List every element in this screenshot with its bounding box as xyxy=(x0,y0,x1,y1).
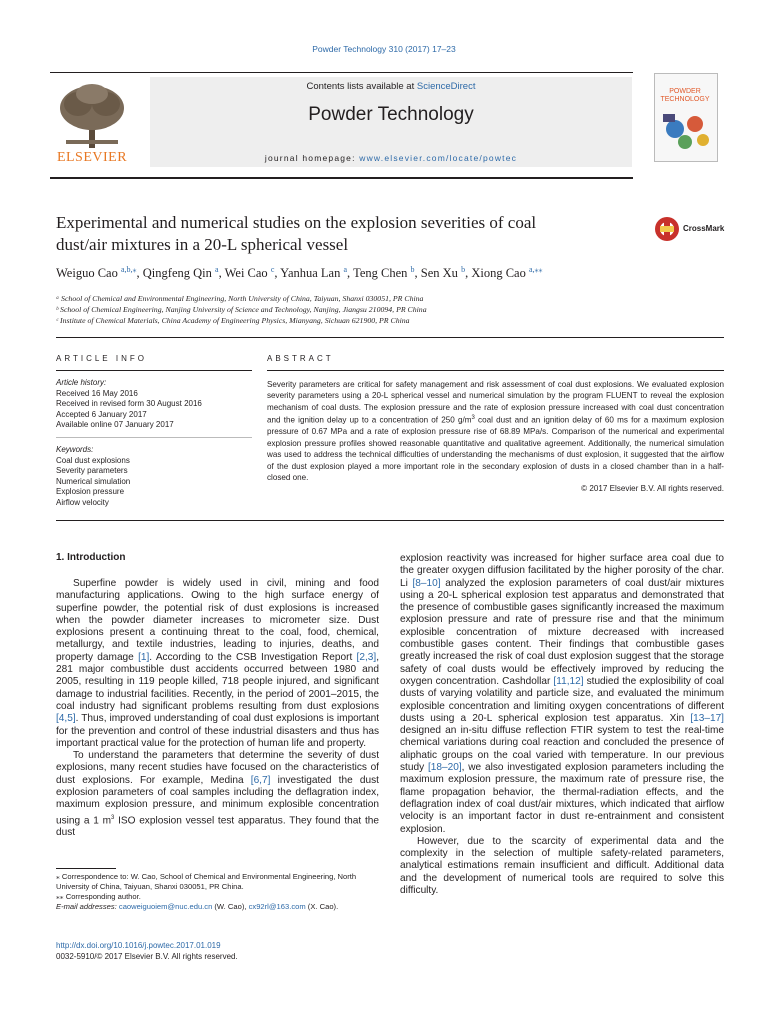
citation-link[interactable]: [13–17] xyxy=(690,712,724,724)
author-affil-sup[interactable]: a xyxy=(343,265,348,274)
citation-link[interactable]: [18–20] xyxy=(427,762,462,774)
author-sep: , xyxy=(218,266,225,281)
article-info-heading: ARTICLE INFO xyxy=(56,354,147,363)
author[interactable] xyxy=(421,266,465,280)
footnote-rule xyxy=(56,868,116,869)
footnotes xyxy=(56,872,386,912)
journal-title: Powder Technology xyxy=(308,104,474,125)
keywords xyxy=(56,445,252,508)
superscript: 3 xyxy=(110,814,115,821)
journal-homepage xyxy=(150,153,632,163)
text-run: ISO explosion vessel test apparatus. They found that the dust xyxy=(56,815,379,839)
author-name: Yanhua Lan xyxy=(280,266,344,281)
contents-line xyxy=(150,81,632,92)
text-run: designed an in-situ diffuse reflection FTIR system to test the real-time chemical variations during coal reaction and concluded the presence of aliphatic groups on the coal varied with temperature. In our previous study xyxy=(400,725,724,774)
email-owner: (W. Cao), xyxy=(212,902,249,911)
sciencedirect-link[interactable]: ScienceDirect xyxy=(416,81,476,92)
author-sep: , xyxy=(465,266,472,281)
keywords-label: Keywords: xyxy=(56,445,94,454)
author-affil-sup[interactable]: a xyxy=(215,265,219,274)
abstract-sup: 3 xyxy=(471,415,475,422)
text-run: Superfine powder is widely used in civil, mining and food manufacturing applications. Owing to the high surface energy of superfine powder, the potential risk of dust explosions is increased when the powder diameter increases to micrometer size. Dust explosions present a continuing threat to the coal, food, chemical, metallurgy, and textile industries, leading to injuries, deaths, and property damage xyxy=(56,578,379,663)
intro-heading: 1. Introduction xyxy=(56,552,126,563)
citation-link[interactable]: [4,5] xyxy=(56,713,76,725)
abstract-text-b: coal dust and an ignition delay of 60 ms for a maximum explosion pressure of 0.67 MPa and a rate of explosion pressure rise of 68.89 MPa/s. Comparison of the numerical and experimental explosion pressure profiles showed reasonable quantitative and qualitative agreement. Additionally, the numerical simulation was used to address the technical difficulties of understanding the mechanisms of dust explosion, it suggested that the airflow of the dust explosion played a more important role in the secondary explosion of dusts in a closed chamber than in a half-closed one. xyxy=(267,415,724,482)
author-affil-sup[interactable]: c xyxy=(270,265,275,274)
keyword: Airflow velocity xyxy=(56,497,109,507)
cover-title-line1: POWDER xyxy=(669,88,701,95)
author-affil-sup[interactable]: b xyxy=(410,265,415,274)
affiliation-c: ᶜ Institute of Chemical Materials, China Academy of Engineering Physics, Mianyang, Sichuan 621900, PR China xyxy=(56,316,410,325)
keyword: Severity parameters xyxy=(56,466,128,475)
author-sep: , xyxy=(136,266,143,281)
email-owner: (X. Cao). xyxy=(305,902,339,911)
footnote-emails xyxy=(56,902,386,912)
text-run: investigated the dust explosion parameters of coal samples including the deflagration index, maximum explosion pressure, and minimum explosible concentration using a 1 m xyxy=(56,774,379,826)
header-top-rule xyxy=(50,72,633,73)
text-run: , 281 major combustible dust accidents occurred between 1980 and 2005, resulting in 119 people killed, 718 people injured, and significant damage to industrial facilities. Recently, in the period of 2001–2015, the coal industry had significant problems resulting from dust explosions xyxy=(56,651,379,712)
header-bottom-rule xyxy=(50,177,633,179)
footnote-correspondence: ⁎ Correspondence to: W. Cao, School of Chemical and Environmental Engineering, North University of China, Taiyuan, Shanxi 030051, PR China. xyxy=(56,872,357,891)
author-affil-sup[interactable]: b xyxy=(461,265,466,274)
affiliation-b: ᵇ School of Chemical Engineering, Nanjing University of Science and Technology, Nanjing, Jiangsu 210094, PR China xyxy=(56,305,427,314)
citation-link[interactable]: [2,3] xyxy=(356,651,377,663)
keyword: Explosion pressure xyxy=(56,487,125,496)
author[interactable] xyxy=(143,266,219,280)
text-run: , we also investigated explosion parameters including the maximum explosion pressure, the maximum rate of pressure rise, the flame propagation behavior, the thermal-radiation effects, and the deflagration index of coal dust/air mixtures, which indicated that airflow velocity is an important factor in dust re-entrainment and consistent explosion. xyxy=(400,762,725,835)
abstract-copyright: © 2017 Elsevier B.V. All rights reserved. xyxy=(581,484,724,494)
author[interactable] xyxy=(280,266,347,280)
author[interactable] xyxy=(225,266,275,280)
keywords-rule xyxy=(56,437,252,438)
title-line-1: Experimental and numerical studies on the explosion severities of coal xyxy=(56,213,537,232)
author-name: Wei Cao xyxy=(224,266,271,281)
author-name: Teng Chen xyxy=(353,266,411,281)
homepage-prefix: journal homepage: xyxy=(264,153,360,163)
history-label: Article history: xyxy=(56,378,107,387)
email-label: E-mail addresses: xyxy=(56,902,119,911)
abstract-body xyxy=(267,379,724,495)
text-run: studied the explosibility of coal dusts of varying volatility and particle size, and evaluated the minimum explosible concentration and limiting oxygen concentrations of different dusts using a 20-L spherical explosion test apparatus. Xin xyxy=(400,675,724,724)
intro-paragraph-3 xyxy=(400,553,724,836)
crossmark-icon[interactable] xyxy=(654,216,680,242)
author-sep: , xyxy=(414,266,421,281)
intro-paragraph-1 xyxy=(56,578,379,750)
text-run: . Thus, improved understanding of coal dust explosions is important for the prevention and control of these industrial disasters and thus has important practical value for the protection of human life and property. xyxy=(56,713,379,749)
cover-title xyxy=(654,88,716,104)
keyword: Numerical simulation xyxy=(56,476,131,486)
doi-link[interactable]: http://dx.doi.org/10.1016/j.powtec.2017.01.019 xyxy=(56,941,221,950)
article-info-rule xyxy=(56,370,252,371)
paper-title xyxy=(56,212,626,256)
cover-title-line2: TECHNOLOGY xyxy=(660,96,710,103)
author[interactable] xyxy=(353,266,414,280)
author[interactable] xyxy=(56,266,137,280)
author-name: Xiong Cao xyxy=(471,266,529,281)
title-line-2: dust/air mixtures in a 20-L spherical vessel xyxy=(56,235,349,254)
author-affil-sup[interactable]: a,b,⁎ xyxy=(120,265,137,274)
author-list xyxy=(56,265,696,281)
contents-prefix: Contents lists available at xyxy=(306,81,417,92)
affiliation-a: ᵃ School of Chemical and Environmental Engineering, North University of China, Taiyuan, Shanxi 030051, PR China xyxy=(56,294,424,303)
author-name: Sen Xu xyxy=(420,266,462,281)
history-accepted: Accepted 6 January 2017 xyxy=(56,409,147,419)
citation-link[interactable]: [8–10] xyxy=(412,577,441,589)
keyword: Coal dust explosions xyxy=(56,455,130,465)
citation-link[interactable]: [6,7] xyxy=(250,774,271,786)
author-sep: , xyxy=(274,266,281,281)
history-received: Received 16 May 2016 xyxy=(56,388,138,398)
author-name: Weiguo Cao xyxy=(56,266,121,281)
issn-line: 0032-5910/© 2017 Elsevier B.V. All rights reserved. xyxy=(56,952,238,961)
crossmark-label[interactable]: CrossMark xyxy=(683,224,725,233)
left-column xyxy=(56,578,379,840)
author[interactable] xyxy=(471,266,542,280)
text-run: explosion reactivity was increased for higher surface area coal due to the greater oxygen diffusion facilitated by the higher porosity of the char. Li xyxy=(400,553,724,589)
affiliation-rule xyxy=(56,337,724,338)
text-run: To understand the parameters that determine the severity of dust explosions, many recent studies have focused on the characteristics of dust explosions. For example, Medina xyxy=(56,750,379,786)
history-revised: Received in revised form 30 August 2016 xyxy=(56,399,202,408)
intro-paragraph-4: However, due to the scarcity of experimental data and the complexity in the selection of multiple safety-related parameters, analytical estimations remain insufficient and difficult. Additional data and the development of numerical tools are required to solve this difficulty. xyxy=(400,835,724,897)
abstract-rule xyxy=(267,370,724,371)
citation-link[interactable]: [11,12] xyxy=(553,675,584,687)
author-sep: , xyxy=(347,266,354,281)
intro-paragraph-2 xyxy=(56,750,379,839)
history-online: Available online 07 January 2017 xyxy=(56,420,174,429)
text-run: analyzed the explosion parameters of coal dust/air mixtures using a 20-L spherical explosion test apparatus and demonstrated that the presence of combustible gases significantly increased the maximum explosion pressure and rate of pressure rise and that the minimum explosible concentration of mixture decreased with increased combustible gases content. Their findings that combustible gases greatly increased the risk of coal dust explosion suggest that the storage safety of coal dusts would be effectively improved by reducing the oxygen concentration. Cashdollar xyxy=(400,577,724,687)
abstract-bottom-rule xyxy=(56,520,724,521)
abstract-text-a: Severity parameters are critical for safety management and risk assessment of coal dust explosions. We evaluated explosion severity parameters using a 20-L spherical vessel and numerical simulation by the program FLUENT to reveal the explosion mechanism of coal dusts. The explosion pressure and the rate of explosion pressure increased with coal dust concentration and the ignition delay up to a concentration of 250 g/m xyxy=(267,380,724,425)
right-column xyxy=(400,553,724,897)
journal-cover-image[interactable] xyxy=(654,73,718,162)
citation-link[interactable]: [1] xyxy=(138,651,150,663)
elsevier-logo-text: ELSEVIER xyxy=(56,150,128,165)
text-run: . According to the CSB Investigation Report xyxy=(149,651,357,663)
email-link[interactable]: cx92rl@163.com xyxy=(248,902,306,911)
footnote-corresponding-author: ⁎⁎ Corresponding author. xyxy=(56,892,141,901)
email-link[interactable]: caoweiguoiem@nuc.edu.cn xyxy=(118,902,213,911)
author-affil-sup[interactable]: a,⁎⁎ xyxy=(528,265,543,274)
journal-reference[interactable]: Powder Technology 310 (2017) 17–23 xyxy=(312,44,456,54)
abstract-heading: ABSTRACT xyxy=(267,354,334,363)
homepage-link[interactable]: www.elsevier.com/locate/powtec xyxy=(359,153,518,163)
doi-block xyxy=(56,940,238,962)
article-history xyxy=(56,378,252,431)
author-name: Qingfeng Qin xyxy=(142,266,215,281)
